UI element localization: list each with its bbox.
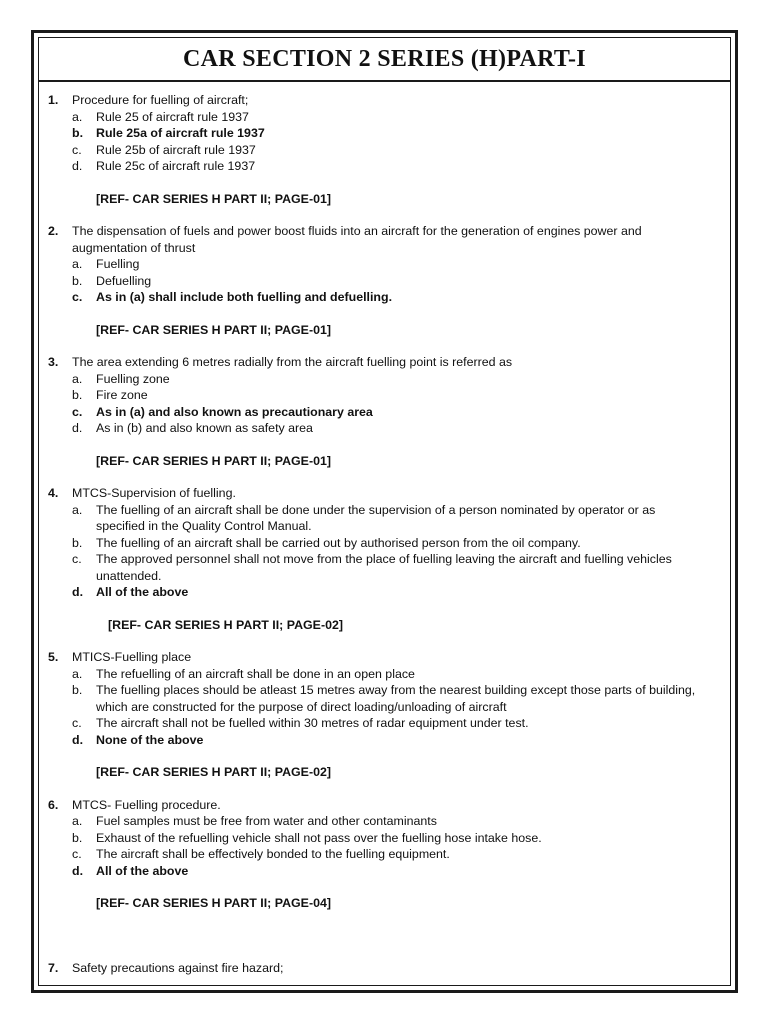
option-letter: d. <box>72 421 83 435</box>
question-text: MTCS- Fuelling procedure. <box>72 797 221 812</box>
option-text: The fuelling of an aircraft shall be done under the supervision of a person nominated by operator or as specified in the Quality Control Manual. <box>96 502 656 533</box>
option-c <box>39 404 730 421</box>
option-b <box>39 535 730 552</box>
question-text: Procedure for fuelling of aircraft; <box>72 93 249 107</box>
title-bar <box>39 38 730 82</box>
question-6 <box>39 797 730 912</box>
option-list <box>39 813 730 879</box>
option-letter: a. <box>72 814 83 828</box>
option-letter: a. <box>72 371 83 386</box>
option-text: Fuelling <box>96 257 140 271</box>
option-letter: d. <box>72 732 84 747</box>
question-2 <box>39 223 730 338</box>
option-a <box>39 256 730 273</box>
reference-line: [REF- CAR SERIES H PART II; PAGE-01] <box>96 191 331 206</box>
option-letter: d. <box>72 585 84 599</box>
question-number: 1. <box>48 93 59 107</box>
question-1 <box>39 92 730 207</box>
option-text: The approved personnel shall not move from the place of fuelling leaving the aircraft and fuelling vehicles unattended. <box>96 552 672 583</box>
question-text: Safety precautions against fire hazard; <box>72 960 284 975</box>
option-letter: c. <box>72 290 83 304</box>
option-letter: c. <box>72 716 82 730</box>
option-d <box>39 158 730 175</box>
option-c <box>39 551 730 584</box>
reference-line: [REF- CAR SERIES H PART II; PAGE-02] <box>108 617 343 632</box>
option-d <box>39 584 730 601</box>
option-text: Rule 25 of aircraft rule 1937 <box>96 109 249 124</box>
option-letter: c. <box>72 552 82 566</box>
option-text: None of the above <box>96 732 204 747</box>
option-b <box>39 682 730 715</box>
option-letter: c. <box>72 847 82 861</box>
option-letter: b. <box>72 535 83 550</box>
page-inner-border <box>38 37 731 986</box>
option-text: Defuelling <box>96 273 152 288</box>
option-list <box>39 502 730 601</box>
option-letter: c. <box>72 404 83 419</box>
option-text: Fire zone <box>96 388 148 402</box>
option-letter: c. <box>72 142 82 157</box>
option-letter: b. <box>72 830 83 845</box>
option-b <box>39 273 730 290</box>
option-c <box>39 715 730 732</box>
option-letter: a. <box>72 502 83 517</box>
option-letter: b. <box>72 273 83 288</box>
question-5 <box>39 649 730 781</box>
option-text: Fuelling zone <box>96 371 170 386</box>
option-text: All of the above <box>96 863 189 878</box>
option-text: Rule 25a of aircraft rule 1937 <box>96 126 265 140</box>
option-d <box>39 420 730 437</box>
option-a <box>39 813 730 830</box>
option-letter: d. <box>72 159 83 173</box>
page-border <box>31 30 738 993</box>
question-number: 6. <box>48 797 59 812</box>
option-text: The fuelling of an aircraft shall be carried out by authorised person from the oil company. <box>96 535 581 550</box>
reference-line: [REF- CAR SERIES H PART II; PAGE-02] <box>96 765 331 779</box>
option-text: As in (b) and also known as safety area <box>96 421 313 435</box>
option-list <box>39 666 730 749</box>
option-list <box>39 256 730 306</box>
option-text: Fuel samples must be free from water and other contaminants <box>96 814 437 828</box>
option-text: The fuelling places should be atleast 15 metres away from the nearest building except those parts of building, which are constructed for the purpose of direct loading/unloading of aircraft <box>96 683 696 714</box>
option-text: The refuelling of an aircraft shall be done in an open place <box>96 666 415 681</box>
option-text: All of the above <box>96 585 189 599</box>
option-text: The aircraft shall be effectively bonded to the fuelling equipment. <box>96 847 450 861</box>
option-b <box>39 125 730 142</box>
reference-line: [REF- CAR SERIES H PART II; PAGE-01] <box>96 453 331 468</box>
question-number: 4. <box>48 486 59 500</box>
reference-line: [REF- CAR SERIES H PART II; PAGE-04] <box>96 896 331 910</box>
option-a <box>39 109 730 126</box>
option-letter: a. <box>72 109 83 124</box>
question-number: 7. <box>48 960 59 975</box>
option-a <box>39 371 730 388</box>
question-number: 3. <box>48 355 59 369</box>
option-text: Rule 25c of aircraft rule 1937 <box>96 159 256 173</box>
option-letter: b. <box>72 683 83 697</box>
question-text: MTCS-Supervision of fuelling. <box>72 486 236 500</box>
option-c <box>39 142 730 159</box>
question-4 <box>39 485 730 633</box>
option-letter: a. <box>72 257 83 271</box>
option-list <box>39 371 730 437</box>
option-text: As in (a) and also known as precautionary area <box>96 404 373 419</box>
option-a <box>39 502 730 535</box>
option-d <box>39 863 730 880</box>
option-letter: b. <box>72 126 84 140</box>
option-letter: d. <box>72 863 84 878</box>
reference-line: [REF- CAR SERIES H PART II; PAGE-01] <box>96 322 331 337</box>
option-a <box>39 666 730 683</box>
option-letter: a. <box>72 666 83 681</box>
option-list <box>39 109 730 175</box>
option-c <box>39 846 730 863</box>
page-title: CAR SECTION 2 SERIES (H)PART-I <box>183 45 586 72</box>
option-text: Rule 25b of aircraft rule 1937 <box>96 142 256 157</box>
option-d <box>39 732 730 749</box>
option-b <box>39 387 730 404</box>
question-text: The dispensation of fuels and power boost fluids into an aircraft for the generation of engines power and augmentation of thrust <box>72 224 642 255</box>
question-list <box>39 82 730 976</box>
question-number: 2. <box>48 224 59 238</box>
option-c <box>39 289 730 306</box>
option-letter: b. <box>72 388 83 402</box>
option-text: Exhaust of the refuelling vehicle shall not pass over the fuelling hose intake hose. <box>96 830 542 845</box>
option-text: As in (a) shall include both fuelling and defuelling. <box>96 290 393 304</box>
question-7 <box>39 960 730 977</box>
option-b <box>39 830 730 847</box>
question-text: MTICS-Fuelling place <box>72 650 192 664</box>
question-number: 5. <box>48 650 59 664</box>
question-text: The area extending 6 metres radially from the aircraft fuelling point is referred as <box>72 355 513 369</box>
option-text: The aircraft shall not be fuelled within 30 metres of radar equipment under test. <box>96 716 529 730</box>
question-3 <box>39 354 730 469</box>
